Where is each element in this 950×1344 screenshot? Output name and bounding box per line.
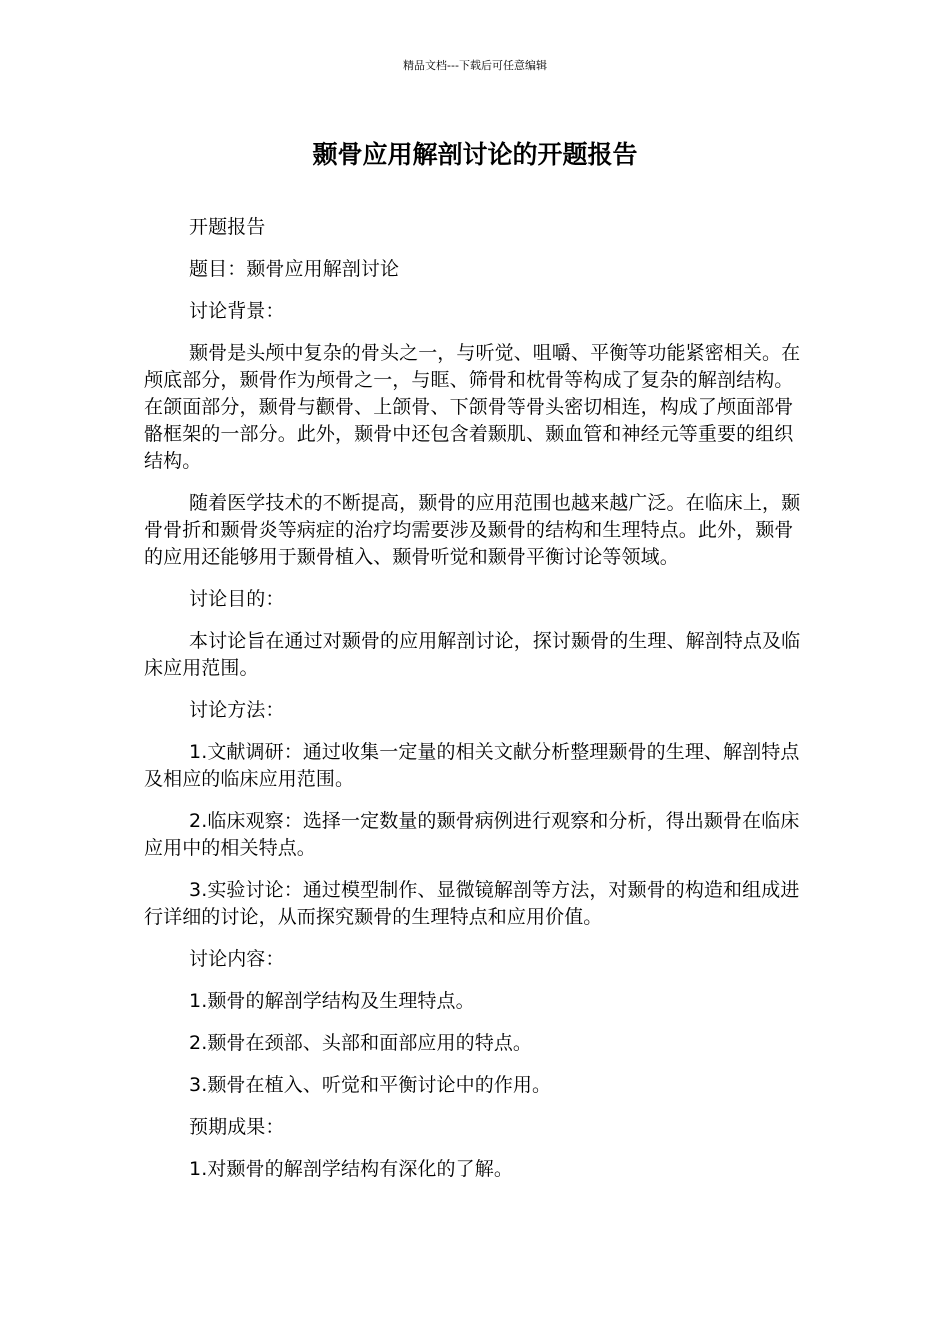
heading-expected-results: 预期成果：: [189, 1116, 285, 1138]
paragraph-method-3: 3.实验讨论：通过模型制作、显微镜解剖等方法，对颞骨的构造和组成进行详细的讨论，从而探究颞骨的生理特点和应用价值。: [144, 879, 800, 928]
paragraph-method-1: 1.文献调研：通过收集一定量的相关文献分析整理颞骨的生理、解剖特点及相应的临床应用范围。: [144, 741, 800, 790]
paragraph-report-label: 开题报告: [189, 216, 266, 238]
paragraph-background-2: 随着医学技术的不断提高，颞骨的应用范围也越来越广泛。在临床上，颞骨骨折和颞骨炎等病症的治疗均需要涉及颞骨的结构和生理特点。此外，颞骨的应用还能够用于颞骨植入、颞骨听觉和颞骨平衡讨论等领域。: [144, 492, 801, 568]
paragraph-topic: 题目：颞骨应用解剖讨论: [189, 258, 400, 280]
paragraph-content-2: 2.颞骨在颈部、头部和面部应用的特点。: [189, 1032, 533, 1054]
paragraph-content-3: 3.颞骨在植入、听觉和平衡讨论中的作用。: [189, 1074, 552, 1096]
document-title: 颞骨应用解剖讨论的开题报告: [312, 140, 638, 169]
paragraph-content-1: 1.颞骨的解剖学结构及生理特点。: [189, 990, 475, 1012]
heading-background: 讨论背景：: [189, 300, 285, 322]
paragraph-background-1: 颞骨是头颅中复杂的骨头之一，与听觉、咀嚼、平衡等功能紧密相关。在颅底部分，颞骨作为颅骨之一，与眶、筛骨和枕骨等构成了复杂的解剖结构。在颌面部分，颞骨与颧骨、上颌骨、下颌骨等骨头密切相连，构成了颅面部骨骼框架的一部分。此外，颞骨中还包含着颞肌、颞血管和神经元等重要的组织结构。: [144, 342, 801, 472]
heading-purpose: 讨论目的：: [189, 588, 285, 610]
heading-methods: 讨论方法：: [189, 699, 285, 721]
paragraph-purpose: 本讨论旨在通过对颞骨的应用解剖讨论，探讨颞骨的生理、解剖特点及临床应用范围。: [144, 630, 801, 679]
heading-content: 讨论内容：: [189, 948, 285, 970]
document-body: [144, 214, 804, 1198]
paragraph-result-1: 1.对颞骨的解剖学结构有深化的了解。: [189, 1158, 513, 1180]
paragraph-method-2: 2.临床观察：选择一定数量的颞骨病例进行观察和分析，得出颞骨在临床应用中的相关特点。: [144, 810, 800, 859]
header-note: 精品文档---下载后可任意编辑: [403, 59, 547, 72]
